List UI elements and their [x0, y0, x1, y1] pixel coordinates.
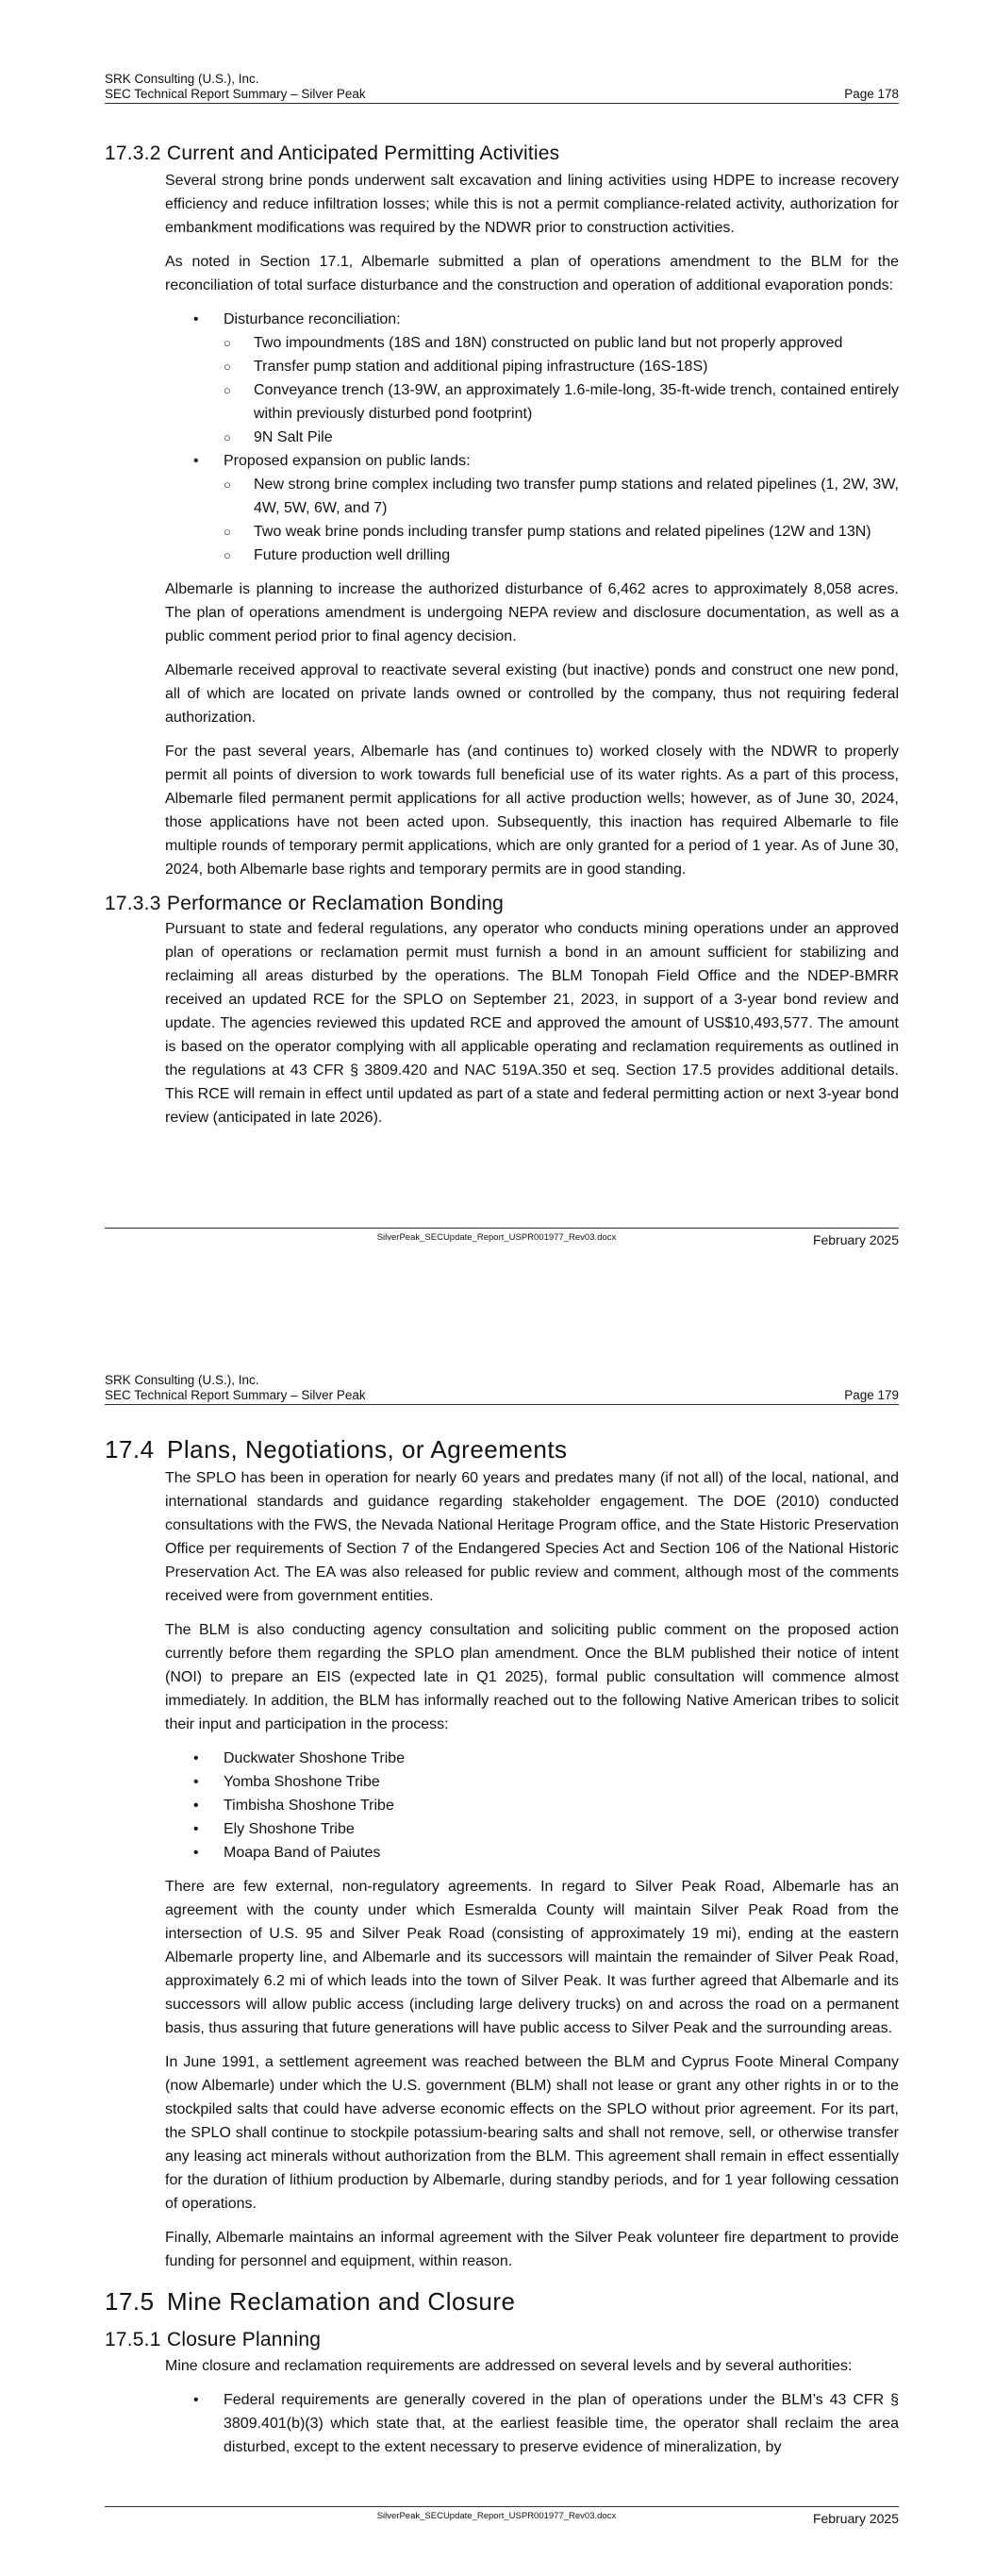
page-footer: [105, 2506, 899, 2526]
section-heading-17-4: [105, 1434, 899, 1464]
sub-list: [224, 473, 899, 567]
list-item: • Ely Shoshone Tribe: [165, 1817, 899, 1841]
list-item: • Yomba Shoshone Tribe: [165, 1770, 899, 1794]
section-title: Performance or Reclamation Bonding: [167, 893, 504, 914]
paragraph: Albemarle received approval to reactivate several existing (but inactive) ponds and construct one new pond, all of which are located on private lands owned or controlled by the company, thus not requiring federal authorization.: [165, 662, 899, 726]
section-heading-17-5: [105, 2286, 899, 2317]
paragraph: For the past several years, Albemarle has (and continues to) worked closely with the NDWR to properly permit all points of diversion to work towards full beneficial use of its water rights. As a part of this process, Albemarle filed permanent permit applications for all active production wells; however, as of June 30, 2024, those applications have not been acted upon. Subsequently, this inaction has required Albemarle to file multiple rounds of temporary permit applications, which are only granted for a period of 1 year. As of June 30, 2024, both Albemarle base rights and temporary permits are in good standing.: [165, 744, 899, 878]
page-footer: [105, 1228, 899, 1247]
footer-document-name: SilverPeak_SECUpdate_Report_USPR001977_Rev03.docx: [376, 2511, 617, 2521]
sub-list-item: ○ Two weak brine ponds including transfer pump stations and related pipelines (12W and 13N): [224, 520, 899, 544]
permitting-list: [165, 308, 899, 567]
section-number: 17.3.2: [105, 142, 161, 164]
section-heading-17-3-2: [105, 142, 899, 166]
section-number: 17.5: [105, 2287, 155, 2316]
page-content: [105, 1434, 899, 2469]
sub-list-item: ○ 9N Salt Pile: [224, 426, 899, 449]
header-report-title: SEC Technical Report Summary – Silver Peak: [105, 1388, 366, 1402]
sub-list: [224, 331, 899, 449]
paragraph: Finally, Albemarle maintains an informal agreement with the Silver Peak volunteer fire department to provide funding for personnel and equipment, within reason.: [165, 2230, 899, 2269]
sub-list-item: ○ Two impoundments (18S and 18N) constructed on public land but not properly approved: [224, 331, 899, 355]
list-item: • Proposed expansion on public lands: ○ New strong brine complex including two transfer pump stations and related pipelines (1, 2W, 3W, 4W, 5W, 6W, and 7) ○ Two weak brine ponds including transfer pump stations and related pipelines (12W and 13N) ○ Future production well drilling: [165, 449, 899, 567]
paragraph: Mine closure and reclamation requirements are addressed on several levels and by several authorities:: [165, 2358, 853, 2374]
header-company: SRK Consulting (U.S.), Inc.: [105, 1373, 259, 1387]
section-number: 17.5.1: [105, 2329, 161, 2350]
header-page-number: Page 178: [844, 87, 899, 101]
page-header: [105, 1373, 899, 1405]
paragraph: Pursuant to state and federal regulations, any operator who conducts mining operations under an approved plan of operations or reclamation permit must furnish a bond in an amount sufficient for stabilizing and reclaiming all areas disturbed by the operations. The BLM Tonopah Field Office and the NDEP-BMRR received an updated RCE for the SPLO on September 21, 2023, in support of a 3-year bond review and update. The agencies reviewed this updated RCE and approved the amount of US$10,493,577. The amount is based on the operator complying with all applicable operating and reclamation requirements as outlined in the regulations at 43 CFR § 3809.420 and NAC 519A.350 et seq. Section 17.5 provides additional details. This RCE will remain in effect until updated as part of a state and federal permitting action or next 3-year bond review (anticipated in late 2026).: [165, 921, 899, 1126]
footer-date: February 2025: [812, 2511, 899, 2526]
list-item: • Timbisha Shoshone Tribe: [165, 1794, 899, 1817]
footer-document-name: SilverPeak_SECUpdate_Report_USPR001977_Rev03.docx: [376, 1232, 617, 1243]
paragraph: The SPLO has been in operation for nearly 60 years and predates many (if not all) of the local, national, and international standards and guidance regarding stakeholder engagement. The DOE (2010) conducted consultations with the FWS, the Nevada National Heritage Program office, and the State Historic Preservation Office per requirements of Section 7 of the Endangered Species Act and Section 106 of the National Historic Preservation Act. The EA was also released for public review and comment, although most of the comments received were from government entities.: [165, 1470, 899, 1604]
tribes-list: [165, 1747, 899, 1865]
page-179: [0, 1297, 995, 2576]
paragraph: The BLM is also conducting agency consultation and soliciting public comment on the proposed action currently before them regarding the SPLO plan amendment. Once the BLM published their notice of intent (NOI) to prepare an EIS (expected late in Q1 2025), formal public consultation will commence almost immediately. In addition, the BLM has informally reached out to the following Native American tribes to solicit their input and participation in the process:: [165, 1622, 899, 1732]
section-title: Current and Anticipated Permitting Activities: [167, 142, 560, 164]
paragraph: Several strong brine ponds underwent salt excavation and lining activities using HDPE to increase recovery efficiency and reduce infiltration losses; while this is not a permit compliance-related activity, authorization for embankment modifications was required by the NDWR prior to construction activities.: [165, 173, 899, 236]
sub-list-item: ○ Future production well drilling: [224, 544, 899, 567]
page-header: [105, 72, 899, 104]
sub-list-item: ○ Transfer pump station and additional piping infrastructure (16S-18S): [224, 355, 899, 378]
section-title: Plans, Negotiations, or Agreements: [167, 1435, 568, 1464]
header-report-title: SEC Technical Report Summary – Silver Peak: [105, 87, 366, 101]
footer-date: February 2025: [812, 1232, 899, 1247]
sub-list-item: ○ Conveyance trench (13-9W, an approximately 1.6-mile-long, 35-ft-wide trench, contained entirely within previously disturbed pond footprint): [224, 378, 899, 426]
sub-list-item: ○ New strong brine complex including two transfer pump stations and related pipelines (1, 2W, 3W, 4W, 5W, 6W, and 7): [224, 473, 899, 520]
paragraph: In June 1991, a settlement agreement was reached between the BLM and Cyprus Foote Mineral Company (now Albemarle) under which the U.S. government (BLM) shall not lease or grant any other rights in or to the stockpiled salts that could have adverse economic effects on the SPLO without prior agreement. For its part, the SPLO shall continue to stockpile potassium-bearing salts and shall not remove, sell, or otherwise transfer any leasing act minerals without authorization from the BLM. This agreement shall remain in effect essentially for the duration of lithium production by Albemarle, during standby periods, and for 1 year following cessation of operations.: [165, 2054, 899, 2212]
paragraph: As noted in Section 17.1, Albemarle submitted a plan of operations amendment to the BLM for the reconciliation of total surface disturbance and the construction and operation of additional evaporation ponds:: [165, 254, 899, 293]
section-heading-17-5-1: [105, 2328, 899, 2352]
section-number: 17.4: [105, 1435, 155, 1464]
list-item: • Moapa Band of Paiutes: [165, 1841, 899, 1865]
list-item: • Disturbance reconciliation: ○ Two impoundments (18S and 18N) constructed on public land but not properly approved ○ Transfer pump station and additional piping infrastructure (16S-18S) ○ Conveyance trench (13-9W, an approximately 1.6-mile-long, 35-ft-wide trench, contained entirely within previously disturbed pond footprint) ○ 9N Salt Pile: [165, 308, 899, 449]
list-item: • Federal requirements are generally covered in the plan of operations under the BLM’s 43 CFR § 3809.401(b)(3) which state that, at the earliest feasible time, the operator shall reclaim the area disturbed, except to the extent necessary to preserve evidence of mineralization, by: [165, 2388, 899, 2459]
section-heading-17-3-3: [105, 892, 899, 916]
section-title: Mine Reclamation and Closure: [167, 2287, 516, 2316]
section-number: 17.3.3: [105, 893, 161, 914]
list-item: • Duckwater Shoshone Tribe: [165, 1747, 899, 1770]
header-page-number: Page 179: [844, 1388, 899, 1402]
page-content: [105, 142, 899, 1140]
header-company: SRK Consulting (U.S.), Inc.: [105, 72, 259, 86]
section-title: Closure Planning: [167, 2329, 322, 2350]
paragraph: There are few external, non-regulatory agreements. In regard to Silver Peak Road, Albemarle has an agreement with the county under which Esmeralda County will maintain Silver Peak Road from the intersection of U.S. 95 and Silver Peak Road (consisting of approximately 19 mi), ending at the eastern Albemarle property line, and Albemarle and its successors will maintain the remainder of Silver Peak Road, approximately 6.2 mi of which leads into the town of Silver Peak. It was further agreed that Albemarle and its successors will allow public access (including large delivery trucks) on and across the road on a permanent basis, thus assuring that future generations will have public access to Silver Peak and the surrounding areas.: [165, 1879, 899, 2036]
paragraph: Albemarle is planning to increase the authorized disturbance of 6,462 acres to approximately 8,058 acres. The plan of operations amendment is undergoing NEPA review and disclosure documentation, as well as a public comment period prior to final agency decision.: [165, 581, 899, 644]
closure-list: [165, 2388, 899, 2459]
